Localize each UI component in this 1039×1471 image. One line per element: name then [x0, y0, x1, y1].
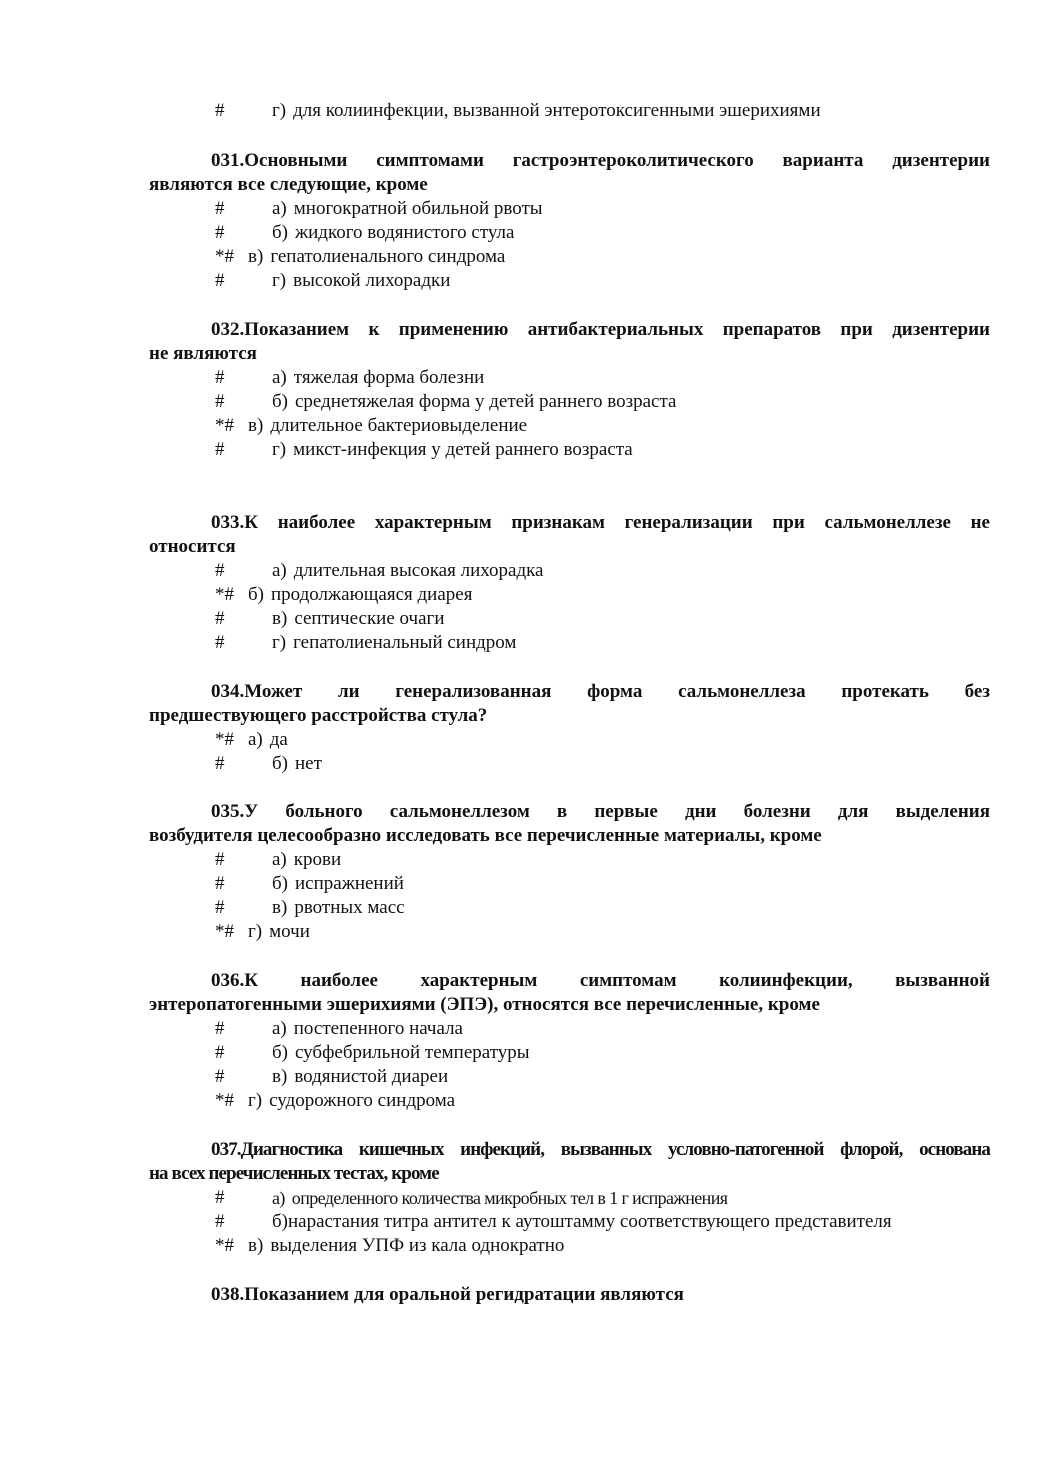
answer-marker: # [215, 100, 225, 121]
option-text: жидкого водянистого стула [295, 222, 515, 243]
question-033 [149, 511, 990, 559]
option-letter: г) [248, 1090, 263, 1111]
option-letter: в) [248, 246, 264, 267]
option-text: рвотных масс [294, 897, 405, 918]
answer-marker: # [215, 439, 225, 460]
question-text: 038.Показанием для оральной регидратации являются [211, 1284, 684, 1305]
question-032 [149, 318, 990, 366]
option-letter: а) [272, 367, 287, 388]
question-036 [149, 969, 990, 1017]
option-text: нарастания титра антител к аутоштамму соответствующего представителя [288, 1211, 892, 1232]
option-text: мочи [269, 921, 310, 942]
answer-marker: # [215, 1187, 225, 1208]
option-text: микст-инфекция у детей раннего возраста [293, 439, 633, 460]
question-text-continued: являются все следующие, кроме [149, 174, 428, 195]
question-text-continued: предшествующего расстройства стула? [149, 705, 488, 726]
option-text: среднетяжелая форма у детей раннего возраста [295, 391, 677, 412]
answer-marker: # [215, 367, 225, 388]
option-text: гепатолиенального синдрома [270, 246, 506, 267]
correct-answer-marker: *# [215, 1090, 234, 1111]
option-letter: б) [272, 391, 288, 412]
option-letter: г) [272, 439, 287, 460]
option-letter: а) [272, 1018, 287, 1039]
question-034 [149, 680, 990, 728]
option-text: длительное бактериовыделение [270, 415, 528, 436]
correct-answer-marker: *# [215, 246, 234, 267]
option-letter: а) [272, 560, 287, 581]
option-text: высокой лихорадки [293, 270, 451, 291]
correct-answer-marker: *# [215, 415, 234, 436]
option-letter: а) [272, 198, 287, 219]
option-letter: в) [272, 1066, 288, 1087]
question-text-continued: относится [149, 536, 236, 557]
question-text: 035.У больного сальмонеллезом в первые дни болезни для выделения [211, 801, 990, 822]
option-text: крови [293, 849, 342, 870]
option-letter: б) [248, 584, 264, 605]
answer-marker: # [215, 270, 225, 291]
correct-answer-marker: *# [215, 729, 234, 750]
answer-marker: # [215, 1018, 225, 1039]
answer-marker: # [215, 1066, 225, 1087]
answer-marker: # [215, 608, 225, 629]
option-letter: б) [272, 222, 288, 243]
answer-marker: # [215, 560, 225, 581]
option-text: постепенного начала [293, 1018, 463, 1039]
question-text: 031.Основными симптомами гастроэнтероколитического варианта дизентерии [211, 150, 990, 171]
option-text: да [269, 729, 288, 750]
answer-marker: # [215, 753, 225, 774]
question-text: 034.Может ли генерализованная форма сальмонеллеза протекать без [211, 681, 990, 702]
question-text-continued: не являются [149, 343, 257, 364]
option-letter: в) [272, 897, 288, 918]
option-text: водянистой диареи [294, 1066, 449, 1087]
answer-marker: # [215, 198, 225, 219]
question-038 [149, 1283, 990, 1307]
option-letter: в) [272, 608, 288, 629]
option-text: определенного количества микробных тел в 1 г испражнения [291, 1188, 728, 1208]
option-text: продолжающаяся диарея [271, 584, 473, 605]
question-031 [149, 149, 990, 197]
answer-marker: # [215, 897, 225, 918]
option-letter: г) [272, 100, 287, 121]
question-text: 032.Показанием к применению антибактериальных препаратов при дизентерии [211, 319, 990, 340]
option-text: субфебрильной температуры [295, 1042, 530, 1063]
question-text: 036.К наиболее характерным симптомам колиинфекции, вызванной [211, 970, 990, 991]
answer-marker: # [215, 873, 225, 894]
question-text-continued: энтеропатогенными эшерихиями (ЭПЭ), относятся все перечисленные, кроме [149, 994, 820, 1015]
option-letter: б) [272, 873, 288, 894]
option-letter: а) [272, 849, 287, 870]
option-letter: г) [248, 921, 263, 942]
option-text: судорожного синдрома [269, 1090, 456, 1111]
option-text: длительная высокая лихорадка [293, 560, 544, 581]
option-text: многократной обильной рвоты [293, 198, 543, 219]
option-text: нет [295, 753, 322, 774]
option-letter: а) [248, 729, 263, 750]
option-text: выделения УПФ из кала однократно [270, 1235, 565, 1256]
option-text: испражнений [295, 873, 404, 894]
correct-answer-marker: *# [215, 921, 234, 942]
question-text: 033.К наиболее характерным признакам генерализации при сальмонеллезе не [211, 512, 990, 533]
option-letter: а) [272, 1188, 285, 1208]
option-text: для колиинфекции, вызванной энтеротоксигенными эшерихиями [293, 100, 821, 121]
option-letter: в) [248, 1235, 264, 1256]
question-text-continued: возбудителя целесообразно исследовать все перечисленные материалы, кроме [149, 825, 822, 846]
option-letter: в) [248, 415, 264, 436]
answer-marker: # [215, 1042, 225, 1063]
answer-marker: # [215, 391, 225, 412]
answer-marker: # [215, 222, 225, 243]
option-text: септические очаги [294, 608, 445, 629]
correct-answer-marker: *# [215, 1235, 234, 1256]
answer-marker: # [215, 1211, 225, 1232]
option-letter: б) [272, 753, 288, 774]
option-text: гепатолиенальный синдром [293, 632, 517, 653]
question-035 [149, 800, 990, 848]
answer-marker: # [215, 632, 225, 653]
answer-marker: # [215, 849, 225, 870]
option-letter: б) [272, 1211, 288, 1232]
question-text: 037.Диагностика кишечных инфекций, вызванных условно-патогенной флорой, основана [211, 1139, 990, 1160]
correct-answer-marker: *# [215, 584, 234, 605]
option-letter: г) [272, 270, 287, 291]
option-letter: б) [272, 1042, 288, 1063]
question-text-continued: на всех перечисленных тестах, кроме [149, 1163, 439, 1184]
question-037 [149, 1138, 990, 1186]
option-letter: г) [272, 632, 287, 653]
option-text: тяжелая форма болезни [293, 367, 485, 388]
